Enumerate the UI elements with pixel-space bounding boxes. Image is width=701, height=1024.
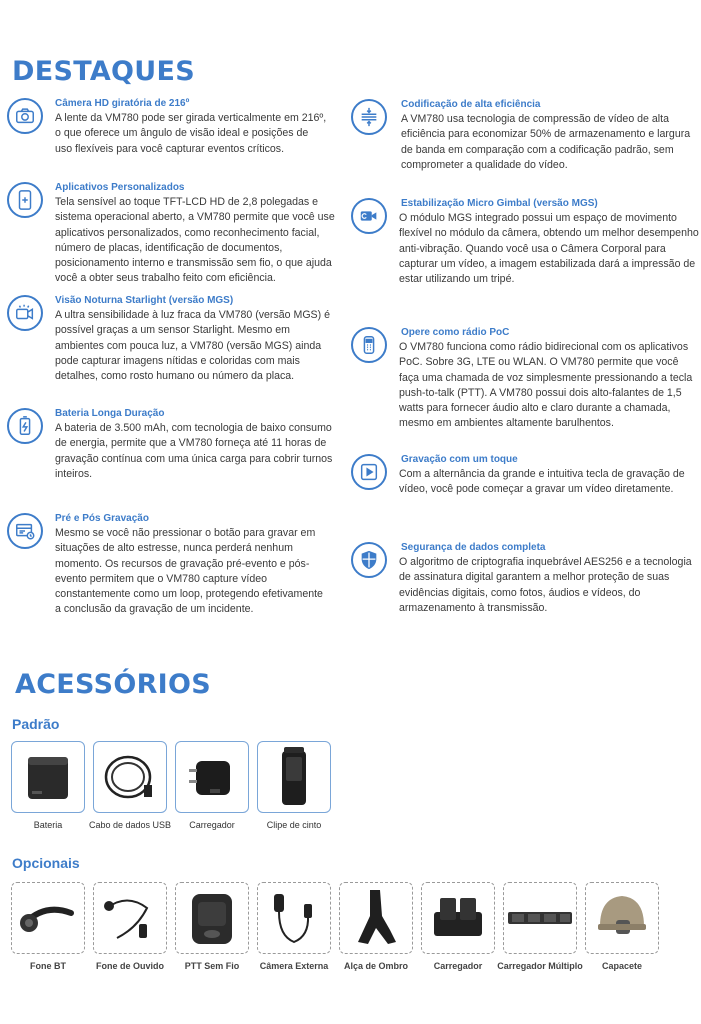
camera-rotate-icon xyxy=(7,98,43,134)
charger-photo xyxy=(182,747,242,807)
night-vision-camera-icon xyxy=(7,295,43,331)
optional-title: Opcionais xyxy=(12,855,80,871)
play-icon xyxy=(351,454,387,490)
battery-photo xyxy=(18,747,78,807)
shield-icon xyxy=(351,542,387,578)
external-camera-photo xyxy=(264,886,324,950)
multi-charger-photo xyxy=(506,898,574,938)
belt-clip-photo xyxy=(264,745,324,809)
dock-charger-photo xyxy=(426,888,490,948)
compression-icon xyxy=(351,99,387,135)
highlights-title: DESTAQUES xyxy=(12,56,195,87)
battery-bolt-icon xyxy=(7,408,43,444)
usb-cable-photo xyxy=(98,747,162,807)
phone-plus-icon xyxy=(7,182,43,218)
shoulder-strap-photo xyxy=(346,886,406,950)
earpiece-photo xyxy=(97,888,163,948)
radio-icon xyxy=(351,327,387,363)
gimbal-camera-icon xyxy=(351,198,387,234)
accessories-title: ACESSÓRIOS xyxy=(15,669,212,700)
wireless-ptt-photo xyxy=(182,886,242,950)
standard-title: Padrão xyxy=(12,716,60,732)
helmet-photo xyxy=(590,886,654,950)
bt-headset-photo xyxy=(15,893,81,943)
pre-post-record-icon xyxy=(7,513,43,549)
